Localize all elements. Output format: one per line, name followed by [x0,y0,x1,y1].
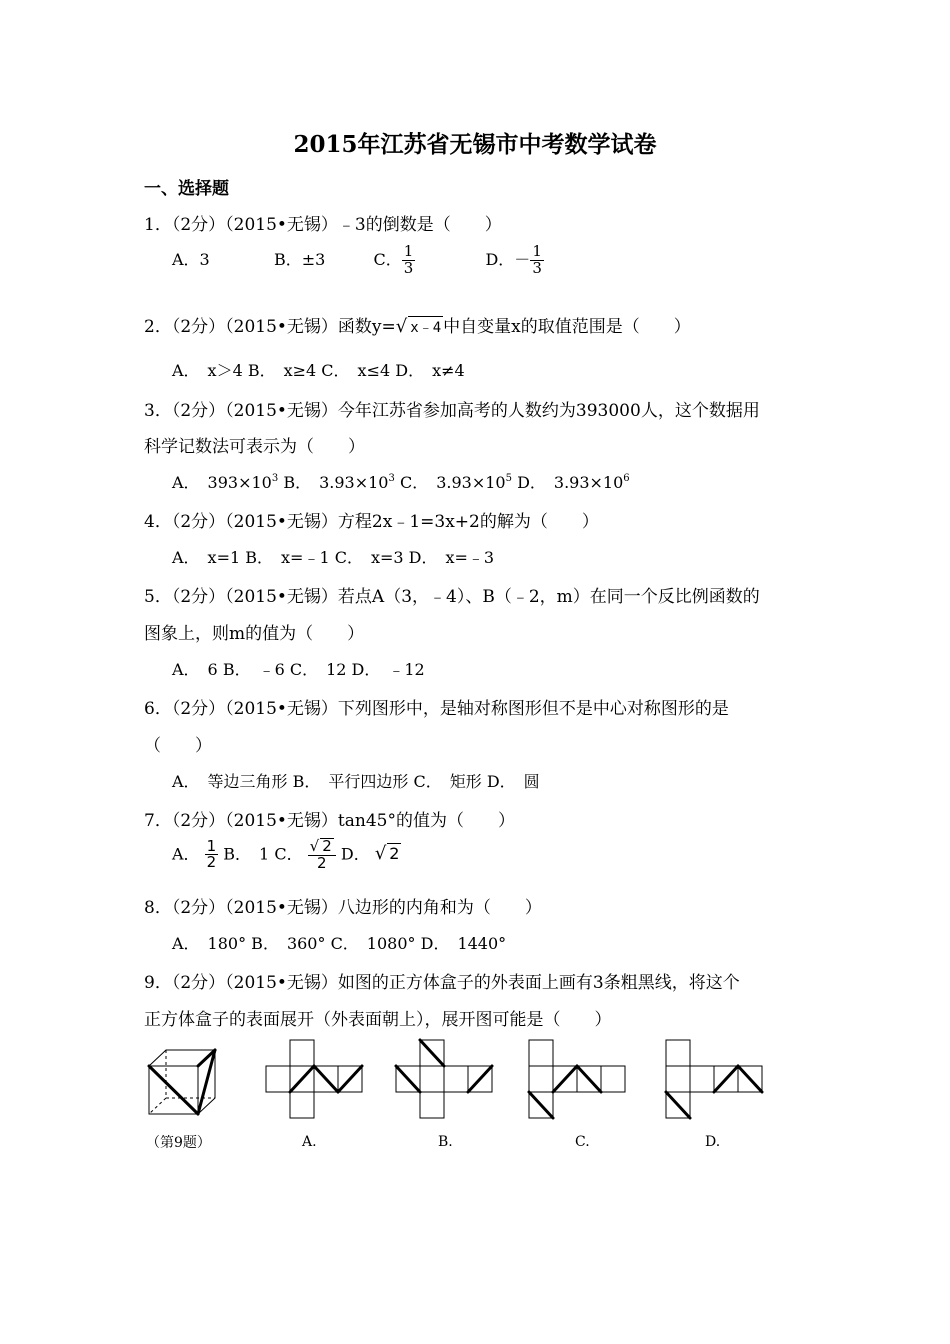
section-heading: 一、选择题 [144,179,229,199]
question-9-line-1: 9．（2分）（2015•无锡）如图的正方体盒子的外表面上画有3条粗黑线，将这个 [144,973,740,993]
q4-options: A． x=1 B． x=﹣1 C． x=3 D． x=﹣3 [172,548,495,567]
q5-options: A． 6 B． ﹣6 C． 12 D． ﹣12 [172,660,425,679]
q1-option-c-fraction: $\frac{1}{3}$ [403,242,414,277]
q1-option-d-fraction: $\frac{1}{3}$ [532,242,542,277]
figure-caption-b: B. [438,1134,453,1150]
net-option-c [525,1038,635,1124]
question-6-line-1: 6．（2分）（2015•无锡）下列图形中，是轴对称图形但不是中心对称图形的是 [144,699,729,719]
net-option-d [662,1038,772,1124]
q2-options: A． x＞4 B． x≥4 C． x≤4 D． x≠4 [172,361,465,380]
q7-option-d-radical: √ 2 [374,843,400,865]
q7-option-a-fraction: $\frac{1}{2}$ [206,836,217,872]
q1-option-a: A．3 [172,249,210,269]
question-5-line-1: 5．（2分）（2015•无锡）若点A（3，﹣4）、B（﹣2，m）在同一个反比例函数的 [144,587,760,607]
question-6-line-2: （ ） [144,736,212,756]
question-1: 1．（2分）（2015•无锡）﹣3的倒数是（ ） [144,215,502,235]
q1-option-c: C． [373,249,402,269]
question-3-line-1: 3．（2分）（2015•无锡）今年江苏省参加高考的人数约为393000人，这个数据用 [144,401,760,421]
question-8: 8．（2分）（2015•无锡）八边形的内角和为（ ） [144,898,542,918]
question-2: 2．（2分）（2015•无锡）函数y=√ x﹣4 中自变量x的取值范围是（ ） [144,316,691,337]
question-5-line-2: 图象上，则m的值为（ ） [144,624,365,644]
page-title: 2015年江苏省无锡市中考数学试卷 [293,131,657,158]
question-4: 4．（2分）（2015•无锡）方程2x﹣1=3x+2的解为（ ） [144,512,599,532]
q1-option-d: D．－ [485,249,531,269]
question-3-line-2: 科学记数法可表示为（ ） [144,437,365,457]
q7-options: A． $\frac{1}{2}$ B． 1 C． $\frac{√ 2}{2}$ D． √ 2 [172,836,400,872]
cube-figure [140,1046,222,1118]
question-9-line-2: 正方体盒子的表面展开（外表面朝上），展开图可能是（ ） [144,1010,612,1030]
figure-caption-cube: （第9题） [146,1135,211,1151]
q3-options: A． $393\times 10^3$ B． $3.93\times 10^3$ C． $3.93\times 10^5$ D． $3.93\times 10^6$ [172,473,630,492]
figure-caption-c: C. [575,1134,590,1150]
net-option-b [392,1038,498,1124]
q1-option-b: B．±3 [273,249,326,269]
net-option-a [262,1038,368,1124]
q6-options: A． 等边三角形 B． 平行四边形 C． 矩形 D． 圆 [172,772,540,791]
figure-caption-d: D. [705,1134,721,1150]
figure-caption-a: A. [302,1134,317,1150]
question-7: 7．（2分）（2015•无锡）tan45°的值为（ ） [144,811,515,831]
q7-option-c-fraction: $\frac{√ 2}{2}$ [308,838,336,872]
q2-radicand: x﹣4 [408,316,443,337]
q1-options [172,244,544,277]
q8-options: A． 180° B． 360° C． 1080° D． 1440° [172,934,507,953]
